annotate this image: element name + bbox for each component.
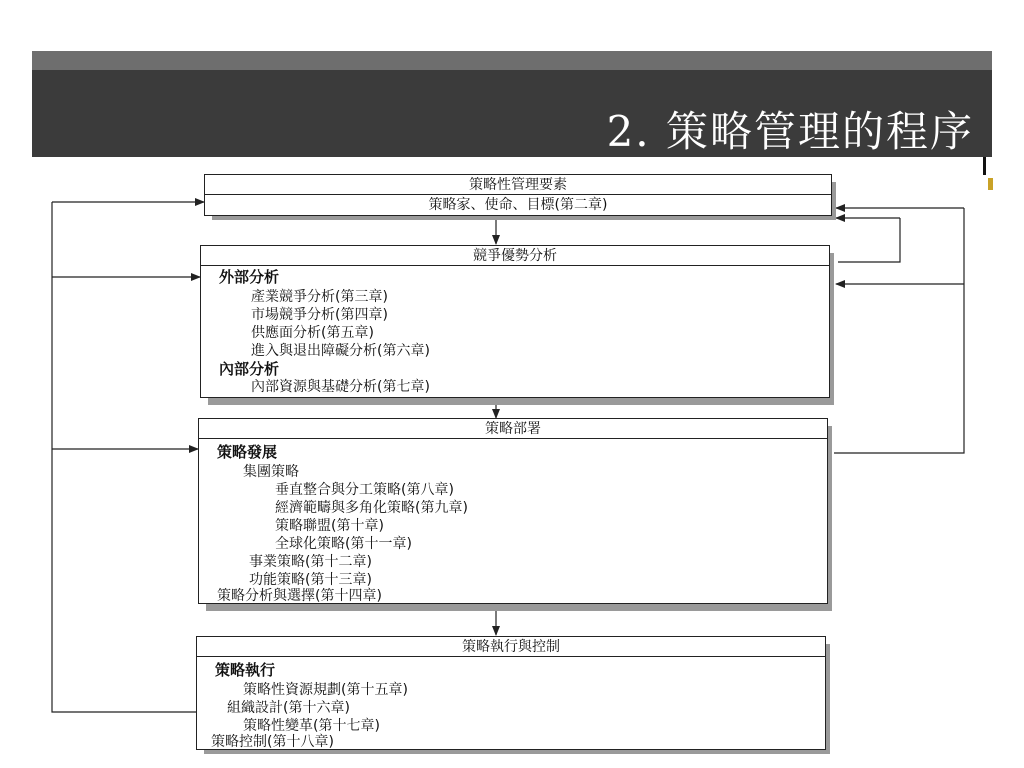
box2-line: 產業競爭分析(第三章) bbox=[251, 289, 388, 305]
right-loop-box3 bbox=[834, 208, 964, 453]
box3-header: 策略部署 bbox=[199, 419, 827, 439]
box4-line: 策略執行 bbox=[215, 661, 276, 679]
box3-line: 策略分析與選擇(第十四章) bbox=[217, 588, 382, 604]
box2-line: 外部分析 bbox=[219, 268, 280, 286]
left-feedback-line bbox=[52, 202, 196, 712]
box1-header: 策略性管理要素 bbox=[205, 175, 831, 195]
slide-title: 2. 策略管理的程序 bbox=[606, 107, 974, 156]
box2-line: 進入與退出障礙分析(第六章) bbox=[251, 343, 430, 359]
box3-line: 功能策略(第十三章) bbox=[249, 572, 372, 588]
box4-line: 組織設計(第十六章) bbox=[227, 700, 350, 716]
box2-line: 內部分析 bbox=[219, 360, 280, 378]
box2-line: 市場競爭分析(第四章) bbox=[251, 307, 388, 323]
box1-subheader: 策略家、使命、目標(第二章) bbox=[428, 197, 608, 213]
box4-line: 策略性變革(第十七章) bbox=[243, 718, 380, 734]
box4-line: 策略性資源規劃(第十五章) bbox=[243, 682, 408, 698]
box3-line: 垂直整合與分工策略(第八章) bbox=[275, 482, 454, 498]
box2-line: 供應面分析(第五章) bbox=[251, 325, 374, 341]
box4-line: 策略控制(第十八章) bbox=[211, 734, 334, 750]
box4-header: 策略執行與控制 bbox=[197, 637, 825, 657]
right-loop-box2 bbox=[838, 218, 900, 262]
box-strategy-deployment bbox=[198, 418, 828, 604]
box3-line: 策略發展 bbox=[217, 443, 278, 461]
box3-line: 策略聯盟(第十章) bbox=[275, 518, 384, 534]
box2-header: 競爭優勢分析 bbox=[201, 246, 829, 266]
box-execution-control bbox=[196, 636, 826, 750]
box3-line: 經濟範疇與多角化策略(第九章) bbox=[275, 500, 468, 516]
box3-line: 全球化策略(第十一章) bbox=[275, 536, 412, 552]
box3-line: 事業策略(第十二章) bbox=[249, 554, 372, 570]
box3-line: 集團策略 bbox=[243, 464, 299, 480]
box2-line: 內部資源與基礎分析(第七章) bbox=[251, 379, 430, 395]
box-strategic-elements bbox=[204, 174, 832, 216]
box-competitive-analysis bbox=[200, 245, 830, 398]
